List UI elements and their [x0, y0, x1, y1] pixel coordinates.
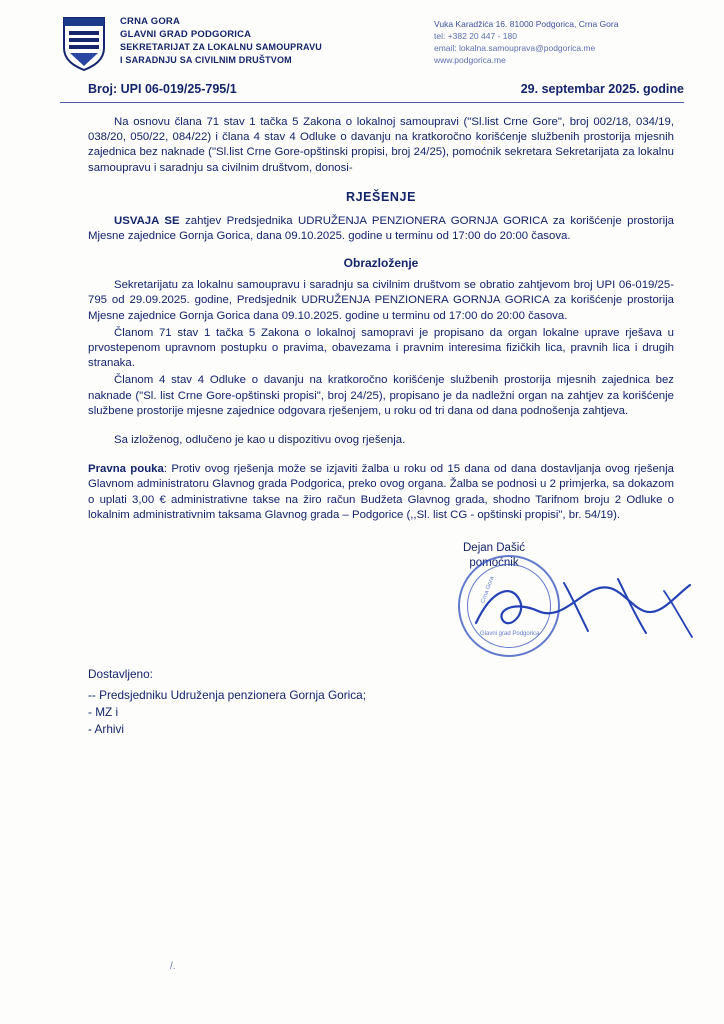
- org-city: GLAVNI GRAD PODGORICA: [120, 28, 252, 40]
- document-body: [0, 103, 724, 661]
- delivery-title: Dostavljeno:: [88, 667, 153, 682]
- decision-paragraph: [88, 214, 674, 244]
- intro-paragraph: Na osnovu člana 71 stav 1 tačka 5 Zakona o lokalnoj samoupravi ("Sl.list Crne Gore", broj 002/18, 034/19, 038/20, 050/22, 084/22) i člana 4 stav 4 Odluke o davanju na kratkoročno korišćenje službenih prostorija mjesnih zajednica bez naknade ("Sl.list Crne Gore-opštinski propisi, broj 24/25), pomoćnik sekretara Sekretarijata za lokalnu samoupravu i saradnju sa civilnim društvom, donosi-: [88, 116, 674, 174]
- contact-web: www.podgorica.me: [434, 55, 506, 65]
- list-item: - MZ i: [88, 705, 119, 720]
- org-country: CRNA GORA: [120, 16, 181, 27]
- contact-block: [434, 14, 684, 66]
- explanation-paragraph-1: Sekretarijatu za lokalnu samoupravu i saradnju sa civilnim društvom se obratio zahtjevom broj UPI 06-019/25-795 od 29.09.2025. godine, Predsjednik UDRUŽENJA PENZIONERA GORNJA GORICA za korišćenje prostorija Mjesne zajednice Gornja Gorica dana 09.10.2025. godine u terminu od 17:00 do 20:00 časova.: [88, 279, 674, 322]
- document-date: 29. septembar 2025. godine: [520, 82, 684, 96]
- org-department-line2: I SARADNJU SA CIVILNIM DRUŠTVOM: [120, 54, 292, 65]
- contact-email: email: lokalna.samouprava@podgorica.me: [434, 43, 596, 53]
- explanation-paragraph-4: Sa izloženog, odlučeno je kao u dispozitivu ovog rješenja.: [114, 434, 406, 447]
- document-header: [0, 0, 724, 72]
- explanation-heading: Obrazloženje: [343, 256, 419, 271]
- stamp-text-top: Crna Gora: [480, 575, 496, 605]
- signatory-role: pomoćnik: [469, 557, 519, 570]
- organization-block: [120, 14, 322, 66]
- list-item: -- Predsjedniku Udruženja penzionera Gornja Gorica;: [88, 688, 367, 703]
- org-department-line1: SEKRETARIJAT ZA LOKALNU SAMOUPRAVU: [120, 42, 322, 52]
- reference-number: Broj: UPI 06-019/25-795/1: [88, 82, 237, 96]
- legal-remedy-rest: : Protiv ovog rješenja može se izjaviti žalba u roku od 15 dana od dana dostavljanja ovog rješenja Glavnom administratoru Glavnog grada Podgorica, preko ovog organa. Žalba se podnosi u 2 primjerka, sa dokazom o uplati 3,00 € administrativne takse na žiro račun Budžeta Glavnog grada, shodno Tarifnom broju 2 Odluke o lokalnim administrativnim taksama Glavnog grada – Podgorice (,,Sl. list CG - opštinski propisi", br. 54/19).: [88, 463, 674, 521]
- coat-of-arms-icon: [60, 14, 108, 72]
- signatory-name: Dejan Dašić: [463, 542, 525, 555]
- footer-mark: /.: [170, 961, 176, 972]
- legal-remedy-paragraph: [88, 462, 674, 523]
- document-title: RJEŠENJE: [345, 189, 417, 204]
- explanation-paragraph-3: Članom 4 stav 4 Odluke o davanju na kratkoročno korišćenje službenih prostorija mjesnih zajednica bez naknade ("Sl. list Crne Gore-opštinski propisi", broj 24/25), propisano je da nadležni organ na zahtjev za korišćenje službene prostorije mjesne zajednice odgovara rješenjem, u roku od tri dana od dana podnošenja zahtjeva.: [88, 374, 674, 417]
- delivery-list: [0, 667, 724, 738]
- contact-address: Vuka Karadžića 16. 81000 Podgorica, Crna Gora: [434, 19, 619, 29]
- handwritten-signature-icon: [468, 571, 718, 651]
- signature-area: [88, 541, 674, 661]
- legal-remedy-lead: Pravna pouka: [88, 463, 164, 476]
- list-item: - Arhivi: [88, 722, 125, 737]
- stamp-text-bottom: Glavni grad Podgorica: [480, 631, 540, 638]
- explanation-paragraph-2: Članom 71 stav 1 tačka 5 Zakona o lokalnoj samopravi je propisano da organ lokalne uprave rješava u prvostepenom upravnom postupku o pravima, obavezama i pravnim interesima fizičkih lica, pravnih lica i drugih stranaka.: [88, 326, 674, 370]
- reference-row: [0, 72, 724, 96]
- contact-tel: tel: +382 20 447 - 180: [434, 31, 517, 41]
- decision-lead: USVAJA SE: [114, 214, 180, 227]
- decision-rest: zahtjev Predsjednika UDRUŽENJA PENZIONERA GORNJA GORICA za korišćenje prostorija Mjesne zajednice Gornja Gorica, dana 09.10.2025. godine u terminu od 17:00 do 20:00 časova.: [88, 214, 674, 243]
